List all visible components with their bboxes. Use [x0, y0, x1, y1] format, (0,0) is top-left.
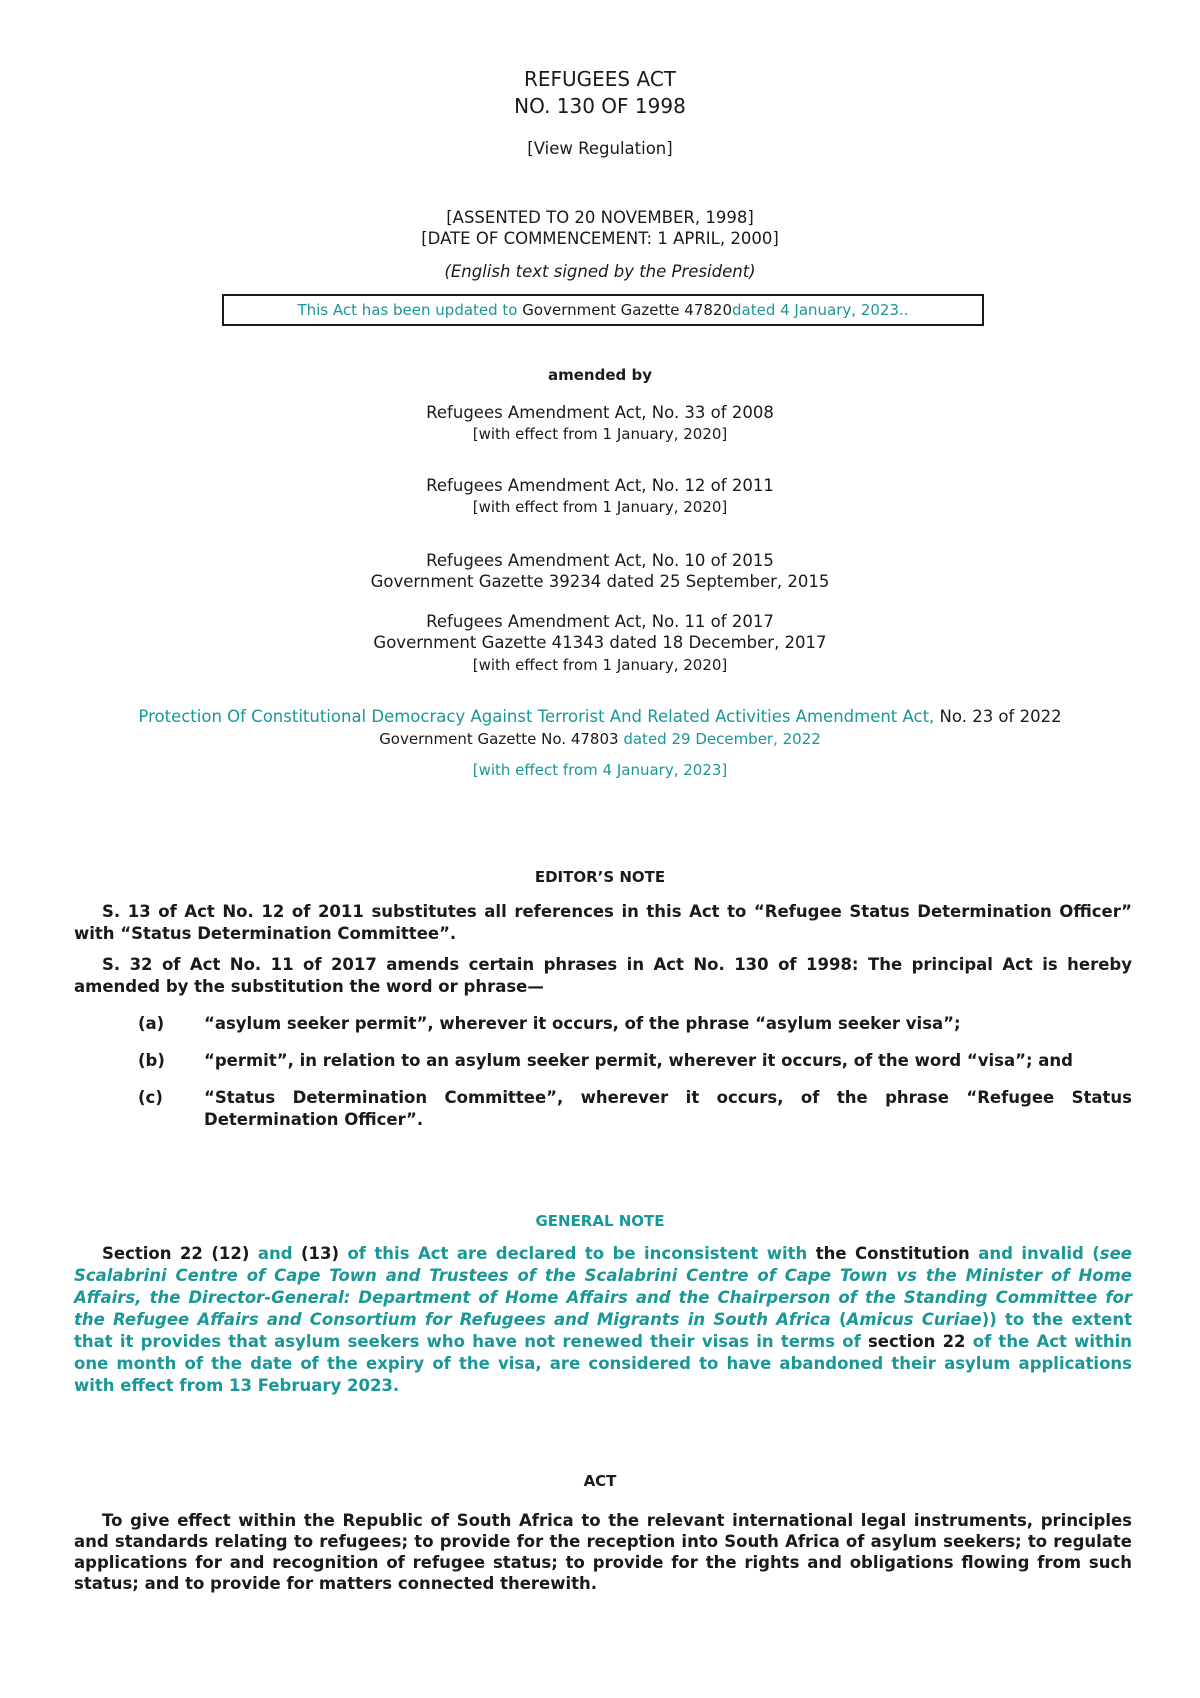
commencement-date: [DATE OF COMMENCEMENT: 1 APRIL, 2000]	[421, 229, 779, 248]
update-suffix: dated 4 January, 2023..	[732, 301, 909, 319]
gn-constitution[interactable]: the Constitution	[815, 1244, 970, 1263]
amendment-protection-act	[0, 707, 1200, 779]
title-line-2: NO. 130 OF 1998	[514, 94, 686, 118]
editors-note-para-2: S. 32 of Act No. 11 of 2017 amends certain phrases in Act No. 130 of 1998: The principal Act is hereby amended by the substitution the word or phrase—	[74, 955, 1132, 996]
title-line-1: REFUGEES ACT	[523, 67, 676, 91]
protection-act-number: No. 23 of 2022	[934, 707, 1062, 726]
update-prefix: This Act has been updated to	[297, 301, 518, 319]
act-preamble: To give effect within the Republic of South Africa to the relevant international legal instruments, principles and standards relating to refugees; to provide for the reception into South Africa of asylum seekers; to regulate applications for and recognition of refugee status; to provide for the rights and obligations flowing from such status; and to provide for matters connected therewith.	[74, 1511, 1132, 1593]
amendment-effect: [with effect from 1 January, 2020]	[472, 498, 728, 516]
update-notice-box	[222, 294, 984, 326]
general-note-heading: GENERAL NOTE	[535, 1212, 665, 1230]
general-note-text: Section 22 (12) and (13) of this Act are declared to be inconsistent with the Constitution and invalid (see Scalabrini Centre of Cape Town and Trustees of the Scalabrini Centre of Cape Town vs the Minister of Home Affairs, the Director-General: Department of Home Affairs and the Chairperson of the Standing Committee for the Refugee Affairs and Consortium for Refugees and Migrants in South Africa (Amicus Curiae)) to the extent that it provides that asylum seekers who have not renewed their visas in terms of section 22 of the Act within one month of the date of the expiry of the visa, are considered to have abandoned their asylum applications with effect from 13 February 2023.	[74, 1244, 1133, 1395]
item-label: (a)	[138, 1014, 165, 1033]
gn-subsection[interactable]: (13)	[300, 1244, 340, 1263]
gn-section[interactable]: Section 22 (12)	[102, 1244, 250, 1263]
editors-note-para-1: S. 13 of Act No. 12 of 2011 substitutes all references in this Act to “Refugee Status Determination Officer” with “Status Determination Committee”.	[74, 902, 1132, 943]
gn-case-name: see Scalabrini Centre of Cape Town and Trustees of the Scalabrini Centre of Cape Town vs the Minister of Home Affairs, the Director-General: Department of Home Affairs and the Chairperson of the Standing Committee for the Refugee Affairs and Consortium for Refugees and Migrants in South Africa	[74, 1244, 1132, 1329]
amendment-2	[0, 476, 1200, 516]
gn-section-22[interactable]: section 22	[867, 1332, 966, 1351]
amended-by-heading: amended by	[548, 366, 652, 384]
amendment-1	[0, 403, 1200, 443]
editors-note-heading: EDITOR’S NOTE	[534, 868, 666, 886]
assent-info	[0, 207, 1200, 249]
protection-act-gazette: Government Gazette No. 47803	[379, 730, 619, 748]
item-label: (b)	[138, 1051, 165, 1070]
act-heading: ACT	[583, 1472, 617, 1490]
amendment-effect: [with effect from 1 January, 2020]	[472, 656, 728, 674]
item-label: (c)	[138, 1088, 163, 1107]
item-text: “permit”, in relation to an asylum seeker permit, wherever it occurs, of the word “visa”; and	[204, 1051, 1073, 1070]
item-text: “Status Determination Committee”, wherever it occurs, of the phrase “Refugee Status Determination Officer”.	[204, 1088, 1132, 1129]
amendment-gazette: Government Gazette 39234 dated 25 September, 2015	[370, 572, 830, 591]
item-text: “asylum seeker permit”, wherever it occurs, of the phrase “asylum seeker visa”;	[204, 1014, 961, 1033]
protection-act-effect: [with effect from 4 January, 2023]	[472, 761, 728, 779]
view-regulation-link[interactable]: [View Regulation]	[527, 139, 673, 158]
amendment-act[interactable]: Refugees Amendment Act, No. 12 of 2011	[426, 476, 774, 495]
act-title	[0, 66, 1200, 120]
assented-date: [ASSENTED TO 20 NOVEMBER, 1998]	[446, 208, 754, 227]
amendment-4	[0, 611, 1200, 676]
amendment-effect: [with effect from 1 January, 2020]	[472, 425, 728, 443]
update-gazette[interactable]: Government Gazette 47820	[522, 301, 732, 319]
amendment-3	[0, 550, 1200, 592]
amendment-gazette: Government Gazette 41343 dated 18 December, 2017	[373, 633, 827, 652]
amendment-act[interactable]: Refugees Amendment Act, No. 11 of 2017	[426, 612, 774, 631]
protection-act-name[interactable]: Protection Of Constitutional Democracy Against Terrorist And Related Activities Amendment Act,	[138, 707, 935, 726]
protection-act-gazette-date: dated 29 December, 2022	[618, 730, 821, 748]
english-text-note: (English text signed by the President)	[444, 262, 756, 281]
amendment-act[interactable]: Refugees Amendment Act, No. 33 of 2008	[426, 403, 774, 422]
amendment-act[interactable]: Refugees Amendment Act, No. 10 of 2015	[426, 551, 774, 570]
